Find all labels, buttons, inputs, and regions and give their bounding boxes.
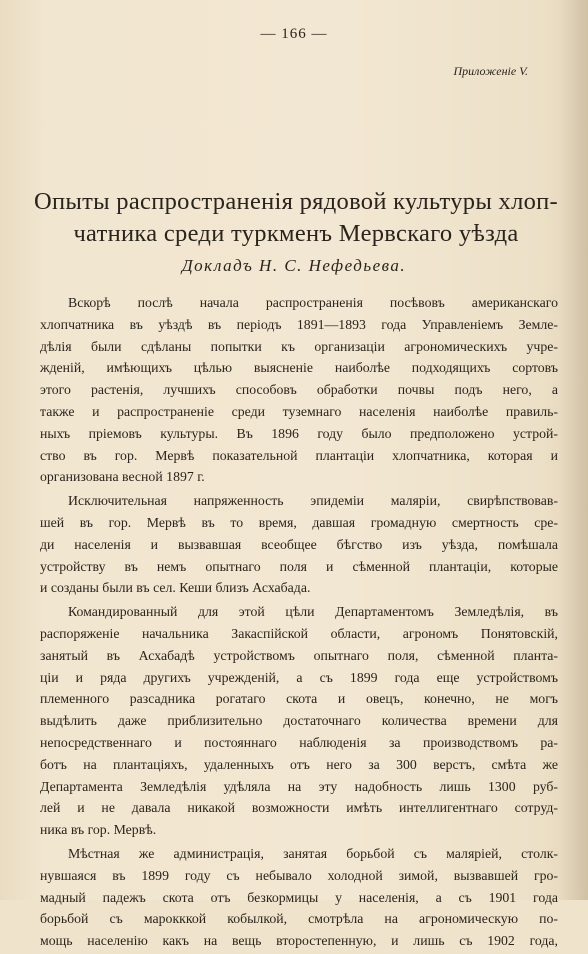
text-line: дѣлія были сдѣланы попытки къ организаціи агрономическихъ учре-	[40, 338, 558, 354]
page-number: — 166 —	[260, 26, 328, 42]
text-line: организована весной 1897 г.	[40, 469, 205, 485]
text-line: непосредственнаго и постояннаго наблюденія за производствомъ ра-	[40, 734, 558, 750]
page-edge-shadow	[560, 0, 588, 900]
article-author: Докладъ Н. С. Нефедьева.	[181, 256, 407, 275]
text-line: выдѣлить даже приблизительно достаточнаго количества времени для	[40, 713, 558, 729]
text-line: ство въ гор. Мервѣ показательной плантаціи хлопчатника, которая и	[40, 447, 558, 463]
text-line: племенного разсадника рогатаго скота и овецъ, конечно, не могъ	[40, 691, 558, 707]
article-title	[22, 186, 570, 250]
text-line: также и распространеніе среди туземнаго населенія наиболѣе правиль-	[40, 403, 558, 419]
text-line: Исключительная напряженность эпидеміи маляріи, свирѣпствовав-	[68, 493, 558, 509]
text-line: распоряженіе начальника Закаспійской области, агрономъ Понятовскій,	[40, 625, 558, 641]
paragraph	[40, 843, 558, 952]
text-line: хлопчатника въ уѣздѣ въ періодъ 1891—1893 года Управленіемъ Земле-	[40, 316, 558, 332]
text-line: ныхъ пріемовъ культуры. Въ 1896 году было предположено устрой-	[40, 425, 558, 441]
text-line: ди населенія и вызвавшая всеобщее бѣгство изъ уѣзда, помѣшала	[40, 536, 558, 552]
text-line: и созданы были въ сел. Кеши близъ Асхабада.	[40, 580, 311, 596]
text-line: Департамента Земледѣлія удѣляла на эту надобность лишь 1300 руб-	[40, 778, 558, 794]
text-line: жденій, имѣющихъ цѣлью выясненіе наиболѣе подходящихъ сортовъ	[40, 360, 558, 376]
text-line: мадный падежъ скота отъ безкормицы у населенія, а съ 1901 года	[40, 889, 558, 905]
text-line: занятый въ Асхабадѣ устройствомъ опытнаго поля, сѣменной планта-	[40, 647, 558, 663]
text-line: этого растенія, лучшихъ способовъ обработки почвы подъ него, а	[40, 382, 558, 398]
title-line: Опыты распространенія рядовой культуры хлоп-	[33, 188, 559, 215]
text-line: нувшаяся въ 1899 году съ небывало холодной зимой, вызвавшей гро-	[40, 867, 558, 883]
text-line: Командированный для этой цѣли Департаментомъ Земледѣлія, въ	[68, 604, 558, 620]
paragraph	[40, 601, 558, 841]
text-line: борьбой съ марокккой кобылкой, смотрѣла на агрономическую по-	[40, 911, 558, 927]
text-line: устройству въ немъ опытнаго поля и сѣменной плантаціи, которые	[40, 558, 558, 574]
text-line: ціи и ряда другихъ учрежденій, а съ 1899 года еще устройствомъ	[40, 669, 558, 685]
text-line: мощь населенію какъ на вещь второстепенную, и лишь съ 1902 года,	[40, 933, 558, 949]
text-line: ника въ гор. Мервѣ.	[40, 822, 157, 838]
paragraph	[40, 292, 558, 488]
text-line: лей и не давала никакой возможности имѣть интеллигентнаго сотруд-	[40, 800, 558, 816]
appendix-label: Приложеніе V.	[453, 64, 528, 78]
article-body	[40, 292, 558, 954]
title-line: чатника среди туркменъ Мервскаго уѣзда	[73, 220, 519, 247]
text-line: Вскорѣ послѣ начала распространенія посѣвовъ американскаго	[68, 295, 558, 310]
paragraph	[40, 490, 558, 599]
text-line: шей въ гор. Мервѣ въ то время, давшая громадную смертность сре-	[40, 514, 558, 530]
text-line: ботъ на плантаціяхъ, удаленныхъ отъ него за 300 верстъ, смѣта же	[40, 756, 558, 772]
text-line: Мѣстная же администрація, занятая борьбой съ маляріей, столк-	[68, 845, 558, 861]
